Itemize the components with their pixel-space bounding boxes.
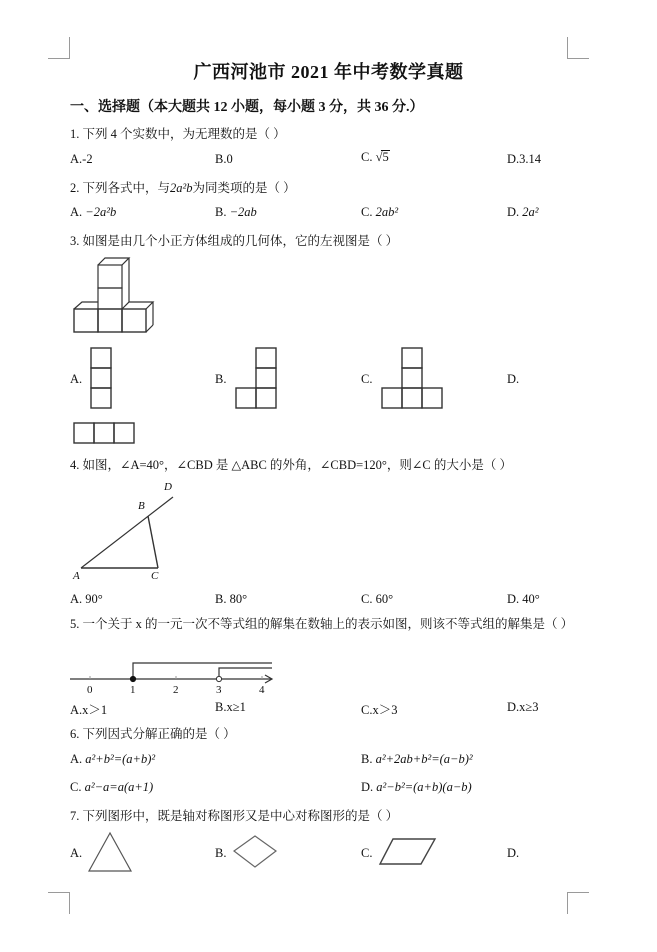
q1-option-b[interactable] xyxy=(215,152,233,167)
q2-option-c[interactable] xyxy=(361,205,398,220)
option-label: B. xyxy=(215,205,227,219)
question-stem: 如图，∠A=40°，∠CBD 是 △ABC 的外角，∠CBD=120°，则∠C 的大小是（ ） xyxy=(82,458,512,472)
vertex-label-c: C xyxy=(151,570,159,582)
question-number: 3. xyxy=(70,234,80,248)
option-label: A. xyxy=(70,846,83,860)
option-text: a²−a=a(a+1) xyxy=(84,780,154,794)
option-label: C. xyxy=(361,372,373,386)
tick-label: 2 xyxy=(173,684,179,696)
option-label: B. xyxy=(215,372,227,386)
sqrt-sign-icon: √ xyxy=(375,150,383,164)
tick-label: 0 xyxy=(87,684,93,696)
option-label: C. xyxy=(361,205,373,219)
q4-option-c[interactable] xyxy=(361,592,393,607)
option-text: a²+2ab+b²=(a−b)² xyxy=(375,752,473,766)
q2-option-b[interactable] xyxy=(215,205,257,220)
vertex-label-a: A xyxy=(73,570,80,582)
q2-option-d[interactable] xyxy=(507,205,539,220)
option-label: A. xyxy=(70,592,83,606)
option-text: a²+b²=(a+b)² xyxy=(85,752,156,766)
solution-bracket-closed xyxy=(133,663,272,679)
open-point-marker xyxy=(216,676,221,681)
q4-option-a[interactable] xyxy=(70,592,103,607)
crop-mark-bottom-right xyxy=(567,892,589,914)
solution-bracket-open xyxy=(219,668,272,679)
option-label: A. xyxy=(70,152,83,166)
option-label: B. xyxy=(215,152,227,166)
option-label: A. xyxy=(70,703,83,717)
question-4 xyxy=(70,455,512,473)
q2-option-a[interactable] xyxy=(70,205,116,220)
option-text: 2a² xyxy=(522,205,539,219)
option-label: A. xyxy=(70,372,83,386)
question-number: 2. xyxy=(70,181,80,195)
option-text: 3.14 xyxy=(519,152,542,166)
option-label: D. xyxy=(507,592,520,606)
option-text: x≥3 xyxy=(519,700,539,714)
question-5 xyxy=(70,614,573,632)
q6-option-a[interactable] xyxy=(70,752,155,767)
q5-option-c[interactable] xyxy=(361,700,397,718)
question-6 xyxy=(70,724,236,742)
option-label: A. xyxy=(70,205,83,219)
tick-label: 1 xyxy=(130,684,136,696)
question-number: 5. xyxy=(70,617,80,631)
question-stem: 一个关于 x 的一元一次不等式组的解集在数轴上的表示如图，则该不等式组的解集是（ ） xyxy=(82,617,574,631)
q5-option-a[interactable] xyxy=(70,700,107,718)
option-label: C. xyxy=(70,780,82,794)
option-text: -2 xyxy=(82,152,93,166)
option-label: C. xyxy=(361,592,373,606)
question-stem-end: 为同类项的是（ ） xyxy=(192,181,296,195)
closed-point-marker xyxy=(130,676,135,681)
q1-option-c[interactable] xyxy=(361,150,390,165)
parallelogram-icon xyxy=(379,838,437,866)
q7-option-c[interactable] xyxy=(361,846,372,861)
document-title: 广西河池市 2021 年中考数学真题 xyxy=(193,62,464,82)
t-shape-figure xyxy=(381,347,443,410)
option-label: C. xyxy=(361,150,373,164)
option-label: D. xyxy=(507,372,520,386)
q5-option-b[interactable] xyxy=(215,700,246,715)
question-number: 7. xyxy=(70,809,80,823)
q4-option-b[interactable] xyxy=(215,592,247,607)
l-shape-3-squares-figure xyxy=(235,347,277,410)
triangle-icon xyxy=(88,832,134,874)
option-text: −2ab xyxy=(229,205,257,219)
q3-option-b[interactable] xyxy=(215,372,226,387)
question-stem: 如图是由几个小正方体组成的几何体，它的左视图是（ ） xyxy=(82,234,399,248)
option-label: B. xyxy=(215,592,227,606)
q7-option-a[interactable] xyxy=(70,846,82,861)
q5-option-d[interactable] xyxy=(507,700,539,715)
option-label: D. xyxy=(507,205,520,219)
vertex-label-d: D xyxy=(164,481,172,493)
q6-option-b[interactable] xyxy=(361,752,473,767)
tick-label: 4 xyxy=(259,684,265,696)
option-text: −2a²b xyxy=(85,205,117,219)
option-label: B. xyxy=(215,700,227,714)
q1-option-a[interactable] xyxy=(70,152,93,167)
option-text: 90° xyxy=(85,592,103,606)
crop-mark-top-right xyxy=(567,37,589,59)
question-2 xyxy=(70,178,296,196)
question-number: 1. xyxy=(70,127,80,141)
triangle-abc-figure xyxy=(70,478,190,583)
option-label: D. xyxy=(507,846,520,860)
question-stem: 下列各式中，与 xyxy=(82,181,171,195)
question-number: 4. xyxy=(70,458,80,472)
vertical-3-squares-figure xyxy=(90,347,112,410)
question-stem: 下列图形中，既是轴对称图形又是中心对称图形的是（ ） xyxy=(82,809,399,823)
option-label: C. xyxy=(361,846,373,860)
crop-mark-bottom-left xyxy=(48,892,70,914)
q1-option-d[interactable] xyxy=(507,152,541,167)
question-7 xyxy=(70,806,398,824)
q6-option-d[interactable] xyxy=(361,780,472,795)
cube-solid-figure xyxy=(72,256,162,336)
option-text: a²−b²=(a+b)(a−b) xyxy=(376,780,472,794)
option-label: D. xyxy=(507,152,520,166)
option-text: x＞1 xyxy=(82,703,108,717)
tick-label: 3 xyxy=(216,684,222,696)
option-text: 60° xyxy=(375,592,394,606)
question-stem: 下列 4 个实数中，为无理数的是（ ） xyxy=(82,127,286,141)
option-text: 2ab² xyxy=(375,205,399,219)
number-line-figure xyxy=(68,655,278,697)
question-1 xyxy=(70,124,286,142)
question-math: 2a²b xyxy=(170,181,193,195)
option-label: D. xyxy=(361,780,374,794)
q3-option-a[interactable] xyxy=(70,372,82,387)
option-text: x＞3 xyxy=(372,703,398,717)
option-label: D. xyxy=(507,700,520,714)
rhombus-icon xyxy=(233,835,279,871)
option-label: C. xyxy=(361,703,373,717)
vertex-label-b: B xyxy=(138,500,145,512)
section-heading: 一、选择题（本大题共 12 小题，每小题 3 分，共 36 分.） xyxy=(70,100,424,115)
option-text: 40° xyxy=(522,592,540,606)
option-label: A. xyxy=(70,752,83,766)
option-text: x≥1 xyxy=(226,700,246,714)
question-3 xyxy=(70,231,398,249)
horizontal-3-squares-figure xyxy=(73,422,135,444)
option-label: B. xyxy=(361,752,373,766)
q6-option-c[interactable] xyxy=(70,780,153,795)
option-text: 0 xyxy=(226,152,233,166)
question-stem: 下列因式分解正确的是（ ） xyxy=(82,727,236,741)
question-number: 6. xyxy=(70,727,80,741)
q7-option-b[interactable] xyxy=(215,846,226,861)
q4-option-d[interactable] xyxy=(507,592,540,607)
option-label: B. xyxy=(215,846,227,860)
radicand: 5 xyxy=(382,150,389,164)
crop-mark-top-left xyxy=(48,37,70,59)
option-text: 80° xyxy=(229,592,248,606)
q7-option-d[interactable] xyxy=(507,846,519,861)
q3-option-d[interactable] xyxy=(507,372,519,387)
q3-option-c[interactable] xyxy=(361,372,372,387)
